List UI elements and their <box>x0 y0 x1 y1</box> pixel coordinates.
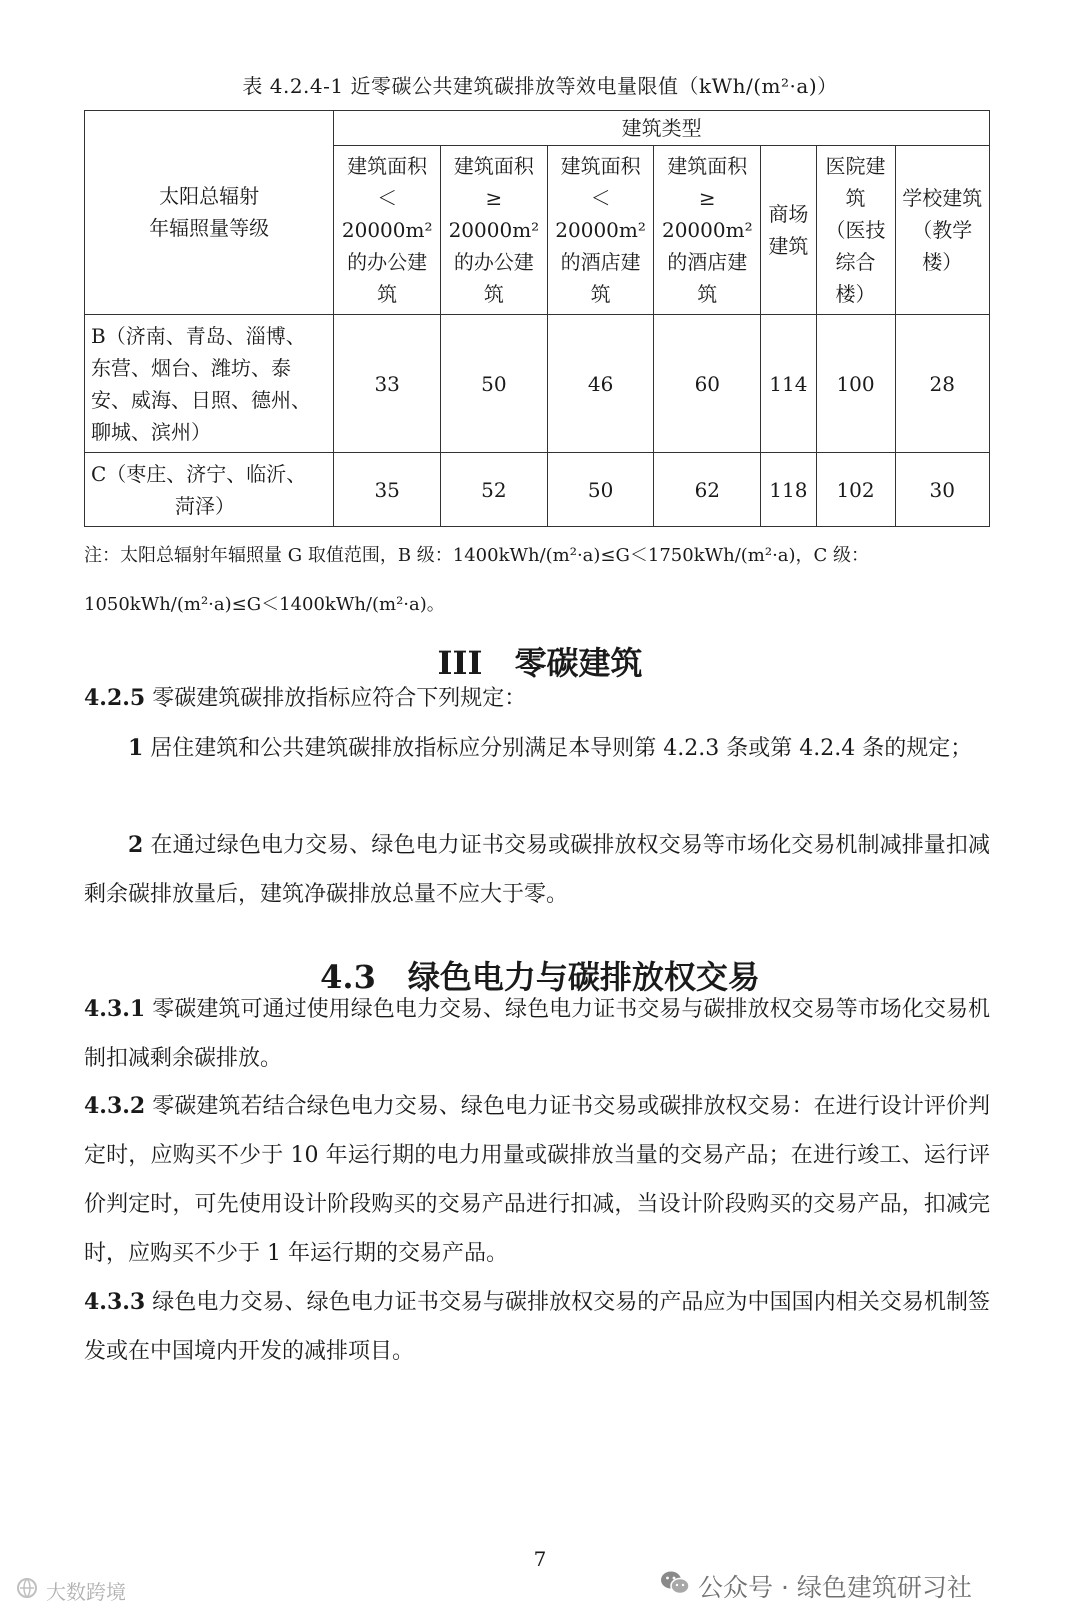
header-line: 20000m² <box>341 217 433 242</box>
clause-text: 零碳建筑若结合绿色电力交易、绿色电力证书交易或碳排放权交易：在进行设计评价判定时，应购买不少于 10 年运行期的电力用量或碳排放当量的交易产品；在进行竣工、运行评价判定时，可先使用设计阶段购买的交易产品进行扣减，当设计阶段购买的交易产品，扣减完时，应购买不少于 1 年运行期的交易产品。 <box>84 1094 990 1266</box>
column-header-office-small <box>334 145 441 314</box>
clause-text: 绿色电力交易、绿色电力证书交易与碳排放权交易的产品应为中国国内相关交易机制签发或在中国境内开发的减排项目。 <box>84 1290 990 1364</box>
value-cell: 62 <box>654 453 761 527</box>
value-cell: 114 <box>761 314 816 452</box>
value-cell: 50 <box>547 453 654 527</box>
header-line: ≥ <box>485 185 503 210</box>
region-line: C（枣庄、济宁、临沂、 <box>91 461 307 486</box>
value-cell: 100 <box>816 314 895 452</box>
column-header-hotel-large <box>654 145 761 314</box>
header-line: ≥ <box>698 185 716 210</box>
table-note-line: 1050kWh/(m²·a)≤G＜1400kWh/(m²·a)。 <box>84 594 445 615</box>
region-line: 安、威海、日照、德州、 <box>91 387 311 412</box>
region-cell-b <box>85 314 334 452</box>
header-line: 建筑面积 <box>667 153 748 178</box>
clause-item-1 <box>84 724 990 773</box>
column-header-office-large <box>441 145 548 314</box>
page-number: 7 <box>533 1547 547 1571</box>
wechat-watermark <box>660 1568 972 1604</box>
header-line: 的办公建 <box>347 249 428 274</box>
value-cell: 35 <box>334 453 441 527</box>
item-number: 1 <box>128 735 144 761</box>
region-line: B（济南、青岛、淄博、 <box>91 323 306 348</box>
table-row-b <box>85 314 990 452</box>
item-number: 2 <box>128 832 144 858</box>
header-line: 楼） <box>922 249 963 274</box>
header-line: （医技 <box>825 217 886 242</box>
clause-4-2-5 <box>84 674 990 723</box>
column-header-hotel-small <box>547 145 654 314</box>
column-header-hospital <box>816 145 895 314</box>
table-note-line: 注：太阳总辐射年辐照量 G 取值范围，B 级：1400kWh/(m²·a)≤G＜1750kWh/(m²·a)，C 级： <box>84 545 870 566</box>
clause-number: 4.3.2 <box>84 1093 146 1119</box>
region-line: 东营、烟台、潍坊、泰 <box>91 355 291 380</box>
value-cell: 46 <box>547 314 654 452</box>
row-header-cell <box>85 111 334 315</box>
region-cell-c <box>85 453 334 527</box>
column-header-mall <box>761 145 816 314</box>
header-line: 建筑 <box>768 233 809 258</box>
header-line: 筑 <box>697 281 718 306</box>
source-watermark <box>16 1576 126 1605</box>
column-header-school <box>895 145 989 314</box>
group-header-cell: 建筑类型 <box>334 111 990 146</box>
clause-text: 零碳建筑可通过使用绿色电力交易、绿色电力证书交易与碳排放权交易等市场化交易机制扣减剩余碳排放。 <box>84 997 990 1071</box>
section-heading-zero-carbon: III 零碳建筑 <box>437 644 643 682</box>
header-line: 学校建筑 <box>902 185 983 210</box>
clause-item-2 <box>84 821 990 919</box>
item-text: 居住建筑和公共建筑碳排放指标应分别满足本导则第 4.2.3 条或第 4.2.4 条的规定； <box>143 736 973 761</box>
value-cell: 50 <box>441 314 548 452</box>
value-cell: 52 <box>441 453 548 527</box>
header-line: 医院建 <box>825 153 886 178</box>
header-line: 的酒店建 <box>667 249 748 274</box>
region-line: 聊城、滨州） <box>91 419 211 444</box>
table-caption: 表 4.2.4-1 近零碳公共建筑碳排放等效电量限值（kWh/(m²·a)） <box>242 74 838 98</box>
wechat-icon <box>660 1570 690 1602</box>
item-text: 在通过绿色电力交易、绿色电力证书交易或碳排放权交易等市场化交易机制减排量扣减剩余碳排放量后，建筑净碳排放总量不应大于零。 <box>84 833 990 907</box>
value-cell: 33 <box>334 314 441 452</box>
clause-number: 4.3.3 <box>84 1289 146 1315</box>
globe-logo-icon <box>16 1577 42 1604</box>
header-line: 楼） <box>835 281 876 306</box>
header-line: 建筑面积 <box>560 153 641 178</box>
header-line: 筑 <box>845 185 866 210</box>
header-line: 20000m² <box>555 217 646 242</box>
header-line: ＜ <box>590 185 611 210</box>
header-line: 的酒店建 <box>560 249 641 274</box>
header-line: （教学 <box>912 217 973 242</box>
clause-4-3-2 <box>84 1082 990 1278</box>
region-line: 菏泽） <box>175 493 235 518</box>
wechat-account-text: 公众号 · 绿色建筑研习社 <box>698 1573 972 1602</box>
clause-4-3-1 <box>84 985 990 1083</box>
header-line: 20000m² <box>448 217 540 242</box>
row-header-line: 年辐照量等级 <box>149 216 270 241</box>
clause-text: 零碳建筑碳排放指标应符合下列规定： <box>145 686 527 711</box>
clause-number: 4.3.1 <box>84 996 146 1022</box>
emission-limits-table <box>84 110 990 527</box>
value-cell: 28 <box>895 314 989 452</box>
clause-4-3-3 <box>84 1278 990 1376</box>
row-header-line: 太阳总辐射 <box>159 184 260 209</box>
header-line: ＜ <box>377 185 398 210</box>
header-line: 筑 <box>377 281 398 306</box>
header-line: 筑 <box>590 281 611 306</box>
header-line: 筑 <box>483 281 504 306</box>
clause-number: 4.2.5 <box>84 685 146 711</box>
source-watermark-text: 大数跨境 <box>46 1580 126 1604</box>
table-row-c <box>85 453 990 527</box>
section-heading-4-3: 4.3 绿色电力与碳排放权交易 <box>320 958 760 996</box>
header-line: 的办公建 <box>453 249 534 274</box>
header-line: 建筑面积 <box>347 153 428 178</box>
value-cell: 30 <box>895 453 989 527</box>
header-line: 建筑面积 <box>453 153 534 178</box>
value-cell: 102 <box>816 453 895 527</box>
header-line: 20000m² <box>661 217 753 242</box>
header-line: 商场 <box>768 201 809 226</box>
value-cell: 60 <box>654 314 761 452</box>
value-cell: 118 <box>761 453 816 527</box>
header-line: 综合 <box>835 249 876 274</box>
